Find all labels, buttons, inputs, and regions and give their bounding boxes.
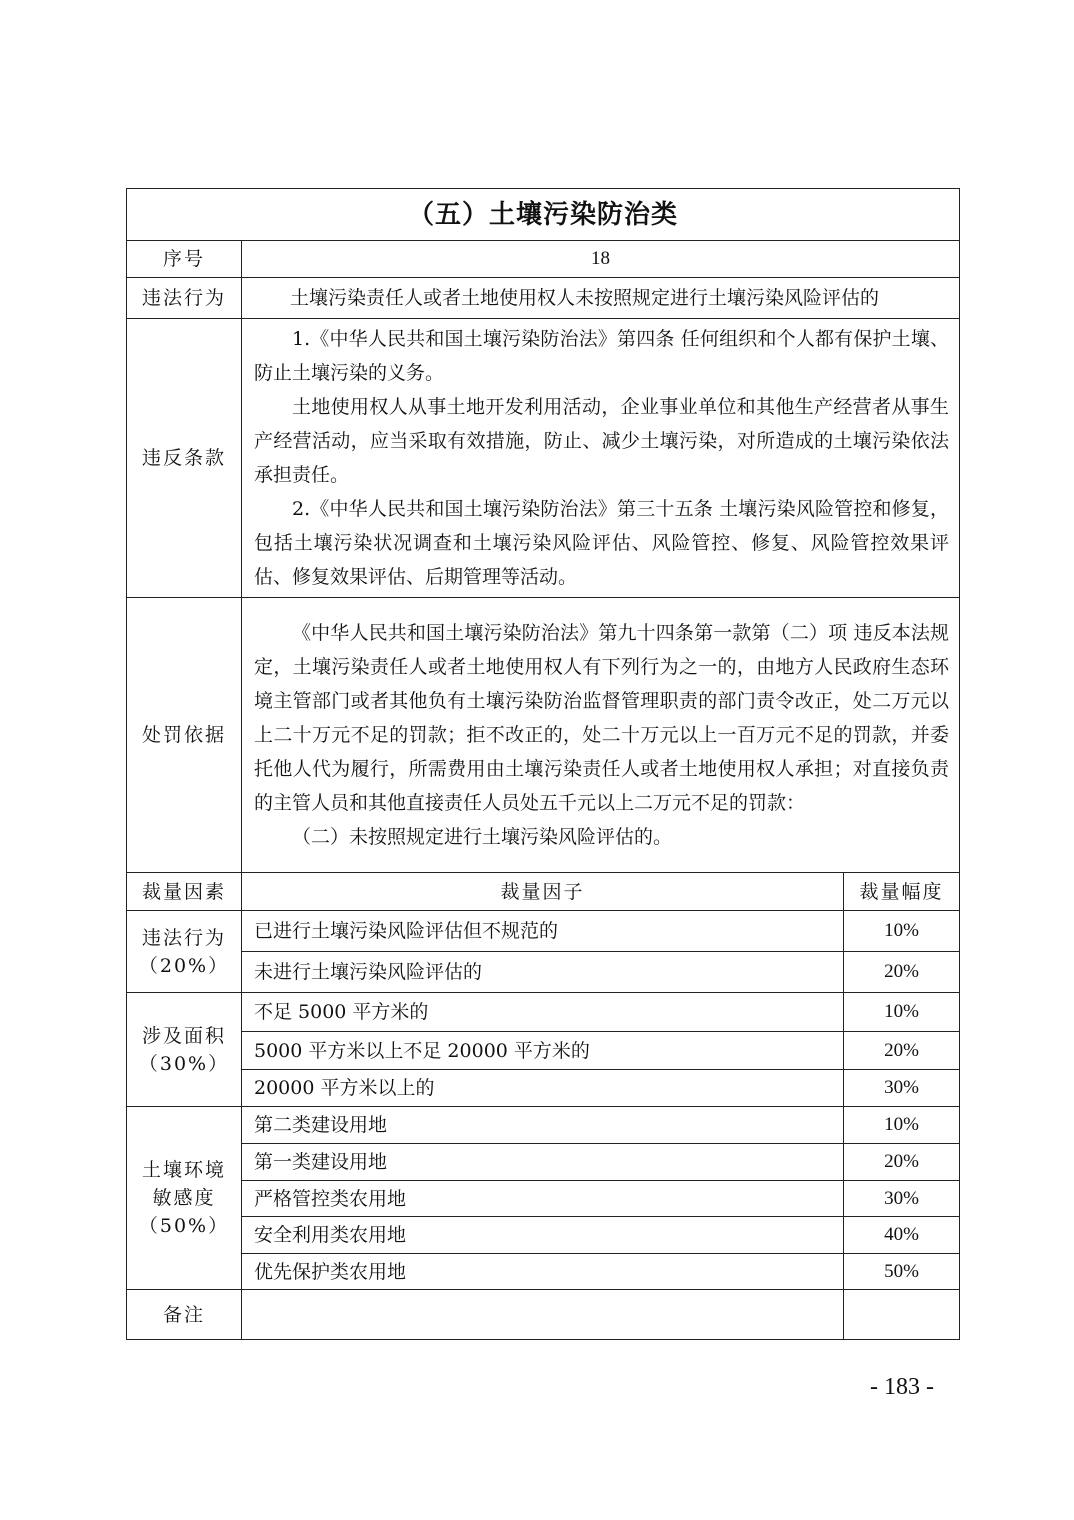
clauses-label: 违反条款: [127, 319, 242, 598]
serial-label: 序号: [127, 241, 242, 278]
factor-cell: 安全利用类农用地: [242, 1217, 844, 1254]
factor-cell: 未进行土壤污染风险评估的: [242, 952, 844, 993]
remark-empty: [844, 1290, 960, 1340]
item-header: 裁量因子: [242, 873, 844, 911]
group-name-line: 违法行为: [141, 926, 226, 949]
factor-cell: 已进行土壤污染风险评估但不规范的: [242, 911, 844, 952]
section-title: （五）土壤污染防治类: [127, 189, 960, 241]
pct-cell: 30%: [844, 1070, 960, 1107]
remark-value: [242, 1290, 844, 1340]
factor-cell: 严格管控类农用地: [242, 1181, 844, 1217]
group-weight: （30%）: [138, 1052, 230, 1075]
pct-cell: 20%: [844, 1144, 960, 1181]
pct-cell: 20%: [844, 1032, 960, 1070]
clause-paragraph-2: 土地使用权人从事土地开发利用活动，企业事业单位和其他生产经营者从事生产经营活动，应当采取有效措施，防止、减少土壤污染，对所造成的土壤污染依法承担责任。: [254, 396, 950, 486]
violation-label: 违法行为: [127, 278, 242, 319]
serial-value: 18: [242, 241, 960, 278]
basis-paragraph-2: （二）未按照规定进行土壤污染风险评估的。: [292, 826, 673, 848]
clause-paragraph-1: 1.《中华人民共和国土壤污染防治法》第四条 任何组织和个人都有保护土壤、防止土壤污染的义务。: [254, 328, 950, 384]
factor-cell: 优先保护类农用地: [242, 1254, 844, 1290]
group-name-line: 敏感度: [152, 1187, 216, 1209]
group-name-line: 涉及面积: [141, 1024, 226, 1047]
clause-paragraph-3: 2.《中华人民共和国土壤污染防治法》第三十五条 土壤污染风险管控和修复，包括土壤污染状况调查和土壤污染风险评估、风险管控、修复、风险管控效果评估、修复效果评估、后期管理等活动。: [254, 498, 950, 588]
range-header: 裁量幅度: [844, 873, 960, 911]
penalty-table: [126, 188, 960, 1340]
clauses-text: [242, 319, 960, 598]
page-number: - 183 -: [870, 1374, 934, 1400]
group-area-label: [127, 993, 242, 1107]
pct-cell: 50%: [844, 1254, 960, 1290]
group-name-line: 土壤环境: [141, 1159, 226, 1181]
pct-cell: 40%: [844, 1217, 960, 1254]
pct-cell: 10%: [844, 911, 960, 952]
basis-label: 处罚依据: [127, 598, 242, 873]
factor-cell: 5000 平方米以上不足 20000 平方米的: [242, 1032, 844, 1070]
pct-cell: 30%: [844, 1181, 960, 1217]
group-violation-label: [127, 911, 242, 993]
factor-cell: 20000 平方米以上的: [242, 1070, 844, 1107]
pct-cell: 20%: [844, 952, 960, 993]
factor-cell: 第一类建设用地: [242, 1144, 844, 1181]
factor-cell: 不足 5000 平方米的: [242, 993, 844, 1032]
violation-value: 土壤污染责任人或者土地使用权人未按照规定进行土壤污染风险评估的: [242, 278, 960, 319]
group-weight: （20%）: [138, 954, 230, 977]
factor-header: 裁量因素: [127, 873, 242, 911]
group-sensitivity-label: [127, 1107, 242, 1290]
group-weight: （50%）: [138, 1215, 230, 1237]
basis-text: [242, 598, 960, 873]
factor-cell: 第二类建设用地: [242, 1107, 844, 1144]
basis-paragraph-1: 《中华人民共和国土壤污染防治法》第九十四条第一款第（二）项 违反本法规定，土壤污染责任人或者土地使用权人有下列行为之一的，由地方人民政府生态环境主管部门或者其他负有土壤污染防治监督管理职责的部门责令改正，处二万元以上二十万元不足的罚款；拒不改正的，处二十万元以上一百万元不足的罚款，并委托他人代为履行，所需费用由土壤污染责任人或者土地使用权人承担；对直接负责的主管人员和其他直接责任人员处五千元以上二万元不足的罚款：: [254, 622, 950, 814]
pct-cell: 10%: [844, 1107, 960, 1144]
pct-cell: 10%: [844, 993, 960, 1032]
remark-label: 备注: [127, 1290, 242, 1340]
